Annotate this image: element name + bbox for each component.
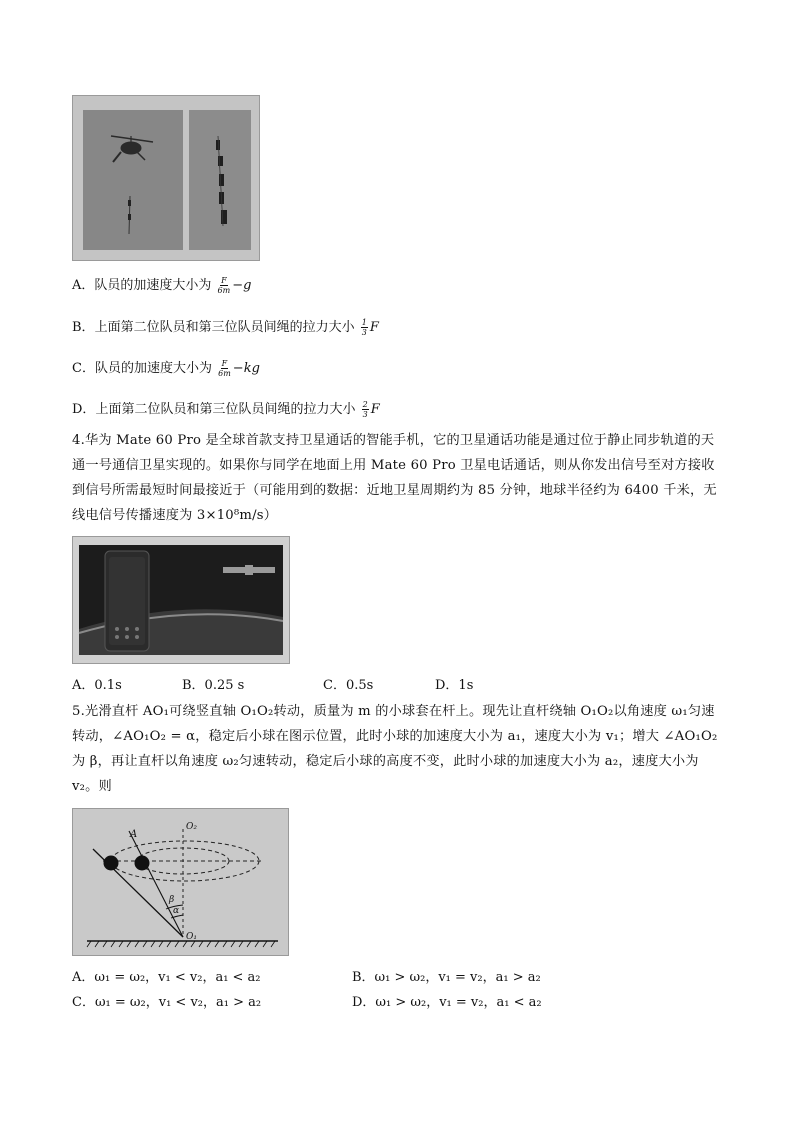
label-a: A bbox=[130, 829, 138, 840]
q3-option-d bbox=[72, 400, 380, 419]
q5-options-row1 bbox=[0, 970, 794, 986]
q4-options bbox=[0, 678, 794, 694]
option-text: 上面第二位队员和第三位队员间绳的拉力大小 bbox=[95, 402, 356, 417]
fraction-numerator: F bbox=[221, 276, 227, 285]
q5-option-d: D．ω₁ > ω₂，v₁ = v₂，a₁ < a₂ bbox=[352, 995, 542, 1010]
label-o2: O₂ bbox=[186, 822, 197, 832]
rod-ball-diagram-art bbox=[73, 809, 288, 955]
option-tail: F bbox=[370, 402, 380, 417]
option-letter: D． bbox=[72, 402, 96, 417]
rod-ball-diagram bbox=[72, 808, 289, 956]
q4-option-a: A．0.1s bbox=[72, 678, 122, 693]
label-o1: O₁ bbox=[186, 932, 197, 942]
q4-option-c: C．0.5s bbox=[323, 678, 374, 693]
fraction-denominator: 3 bbox=[362, 410, 368, 419]
helicopter-photo-art bbox=[73, 96, 259, 260]
fraction-denominator: 6m bbox=[218, 369, 231, 378]
option-tail: −g bbox=[232, 278, 252, 293]
fraction-numerator: F bbox=[221, 359, 228, 368]
q3-option-b bbox=[72, 318, 379, 337]
fraction-denominator: 6m bbox=[217, 286, 231, 295]
fraction-numerator: 2 bbox=[362, 400, 368, 409]
option-text: 队员的加速度大小为 bbox=[94, 361, 212, 376]
label-alpha: α bbox=[173, 906, 180, 916]
phone-satellite-photo-art bbox=[73, 537, 289, 663]
option-text: 上面第二位队员和第三位队员间绳的拉力大小 bbox=[94, 320, 355, 335]
fraction bbox=[218, 359, 231, 378]
phone-satellite-photo bbox=[72, 536, 290, 664]
q3-option-c bbox=[72, 359, 260, 378]
fraction-denominator: 3 bbox=[361, 328, 367, 337]
fraction bbox=[362, 400, 369, 419]
option-tail: F bbox=[369, 320, 379, 335]
option-letter: A． bbox=[72, 278, 95, 293]
option-letter: C． bbox=[72, 361, 95, 376]
helicopter-photo bbox=[72, 95, 260, 261]
option-letter: B． bbox=[72, 320, 95, 335]
q5-option-b: B．ω₁ > ω₂，v₁ = v₂，a₁ > a₂ bbox=[352, 970, 541, 985]
q3-option-a bbox=[72, 276, 251, 295]
q5-option-c: C．ω₁ = ω₂，v₁ < v₂，a₁ > a₂ bbox=[72, 995, 262, 1010]
q5-options-row2 bbox=[0, 995, 794, 1011]
fraction-numerator: 1 bbox=[361, 318, 367, 327]
fraction bbox=[361, 318, 368, 337]
q4-option-b: B．0.25 s bbox=[182, 678, 245, 693]
option-text: 队员的加速度大小为 bbox=[94, 278, 212, 293]
fraction bbox=[218, 276, 231, 295]
q4-option-d: D．1s bbox=[435, 678, 474, 693]
label-beta: β bbox=[169, 895, 175, 905]
q5-option-a: A．ω₁ = ω₂，v₁ < v₂，a₁ < a₂ bbox=[72, 970, 261, 985]
q5-stem: 5.光滑直杆 AO₁可绕竖直轴 O₁O₂转动，质量为 m 的小球套在杆上。现先让直杆绕轴 O₁O₂以角速度 ω₁匀速转动，∠AO₁O₂ = α，稳定后小球在图示位置，此时小球的加速度大小为 a₁，速度大小为 v₁；增大 ∠AO₁O₂为 β，再让直杆以角速度 ω₂匀速转动，稳定后小球的高度不变，此时小球的加速度大小为 a₂，速度大小为 v₂。则 bbox=[72, 704, 718, 794]
option-tail: −kg bbox=[232, 361, 260, 376]
q4-stem: 4.华为 Mate 60 Pro 是全球首款支持卫星通话的智能手机，它的卫星通话功能是通过位于静止同步轨道的天通一号通信卫星实现的。如果你与同学在地面上用 Mate 60 Pro 卫星电话通话，则从你发出信号至对方接收到信号所需最短时间最接近于（可能用到的数据：近地卫星周期约为 85 分钟，地球半径约为 6400 千米，无线电信号传播速度为 3×10⁸m/s） bbox=[72, 433, 717, 523]
